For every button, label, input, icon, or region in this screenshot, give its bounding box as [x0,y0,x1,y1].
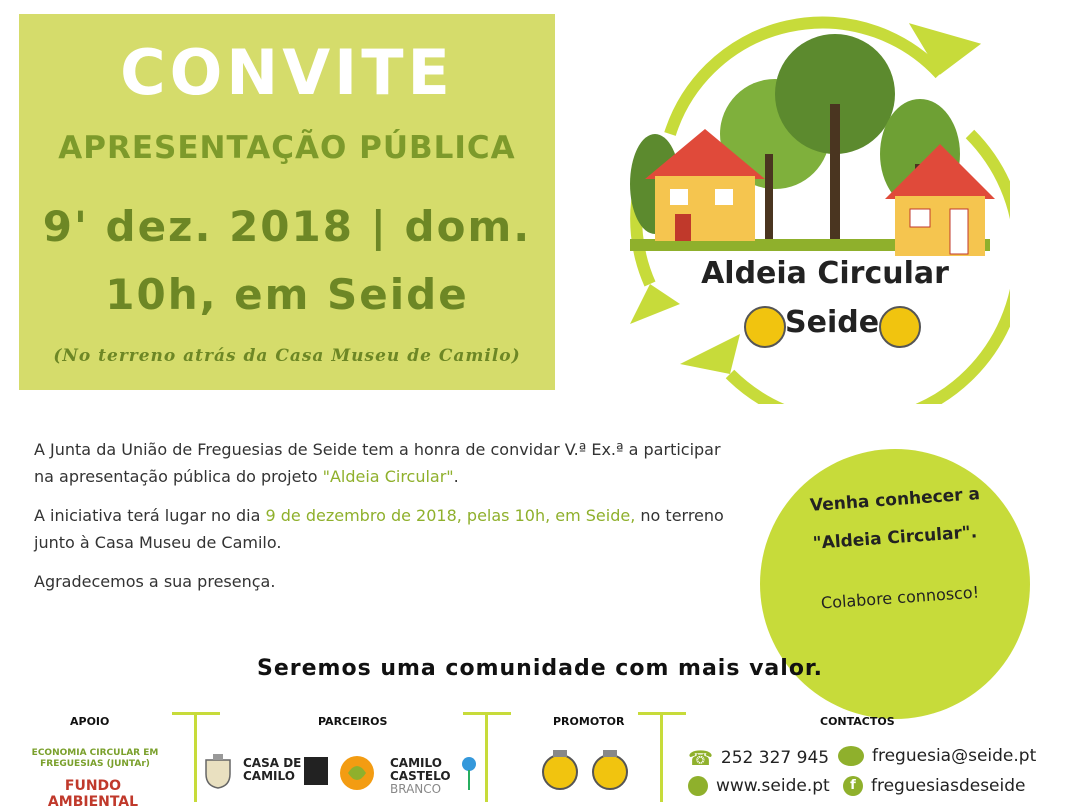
cta-line-1: Venha conhecer a [809,484,981,516]
slogan: Seremos uma comunidade com mais valor. [257,656,823,681]
casa-camilo-portrait-icon [304,757,328,785]
paragraph-event-details [34,502,734,556]
contact-email [838,746,1036,766]
paragraph-text: A iniciativa terá lugar no dia [34,506,266,525]
cta-line-2: "Aldeia Circular". [812,522,978,554]
phone-number: 252 327 945 [720,748,830,768]
paragraph-thanks: Agradecemos a sua presença. [34,572,276,591]
logo-place: Seide [785,305,880,340]
logo-title: Aldeia Circular [701,256,949,291]
project-name-highlight: "Aldeia Circular" [322,467,454,486]
contact-website [688,776,830,796]
event-date: 9' dez. 2018 | dom. [42,202,532,251]
parish-crest-icon [590,748,630,792]
facebook-icon: f [843,776,863,796]
flower-logo-icon [452,750,486,792]
invitation-body [34,436,734,607]
apoio-heading: APOIO [70,715,110,728]
contact-phone [688,746,829,770]
paragraph-text: no terreno junto à Casa Museu de Camilo. [34,506,724,552]
camilo-cb-line: BRANCO [390,782,442,796]
parceiros-heading: PARCEIROS [318,715,388,728]
footer-divider [638,712,686,802]
location-pin-icon [688,776,708,796]
invitation-banner [19,14,555,390]
camilo-castelo-branco-logo [390,756,451,796]
fundo-ambiental-logo: FUNDO AMBIENTAL [47,778,139,810]
swirl-logo-icon [338,754,376,792]
date-highlight: 9 de dezembro de 2018, pelas 10h, em Seide, [265,506,636,525]
website-url: www.seide.pt [716,776,830,796]
paragraph-text: A Junta da União de Freguesias de Seide tem a honra de convidar V.ª Ex.ª a participar na apresentação pública do projeto [34,440,721,486]
contactos-heading: CONTACTOS [820,715,895,728]
email-address: freguesia@seide.pt [872,746,1037,766]
invitation-subtitle: APRESENTAÇÃO PÚBLICA [58,130,516,166]
economia-circular-label: ECONOMIA CIRCULAR EM FREGUESIAS (JUNTAr) [31,748,159,769]
paragraph-invitation [34,436,734,490]
invitation-title: CONVITE [120,36,454,109]
contact-facebook [843,776,1025,796]
chat-icon [838,746,864,766]
promotor-heading: PROMOTOR [553,715,625,728]
event-time: 10h, em Seide [105,270,469,319]
aldeia-circular-logo [610,4,1010,404]
event-location-note: (No terreno atrás da Casa Museu de Camilo) [53,346,521,366]
phone-icon: ☎ [688,746,713,770]
parish-crest-icon [540,748,580,792]
casa-camilo-logo: CASA DE CAMILO [243,756,302,783]
camilo-cb-line: CAMILO [390,756,442,770]
camilo-cb-line: CASTELO [390,769,451,783]
parish-crest-icon [203,752,233,790]
paragraph-text: . [453,467,459,486]
facebook-page: freguesiasdeseide [871,776,1026,796]
cta-line-3: Colabore connosco! [820,582,980,613]
